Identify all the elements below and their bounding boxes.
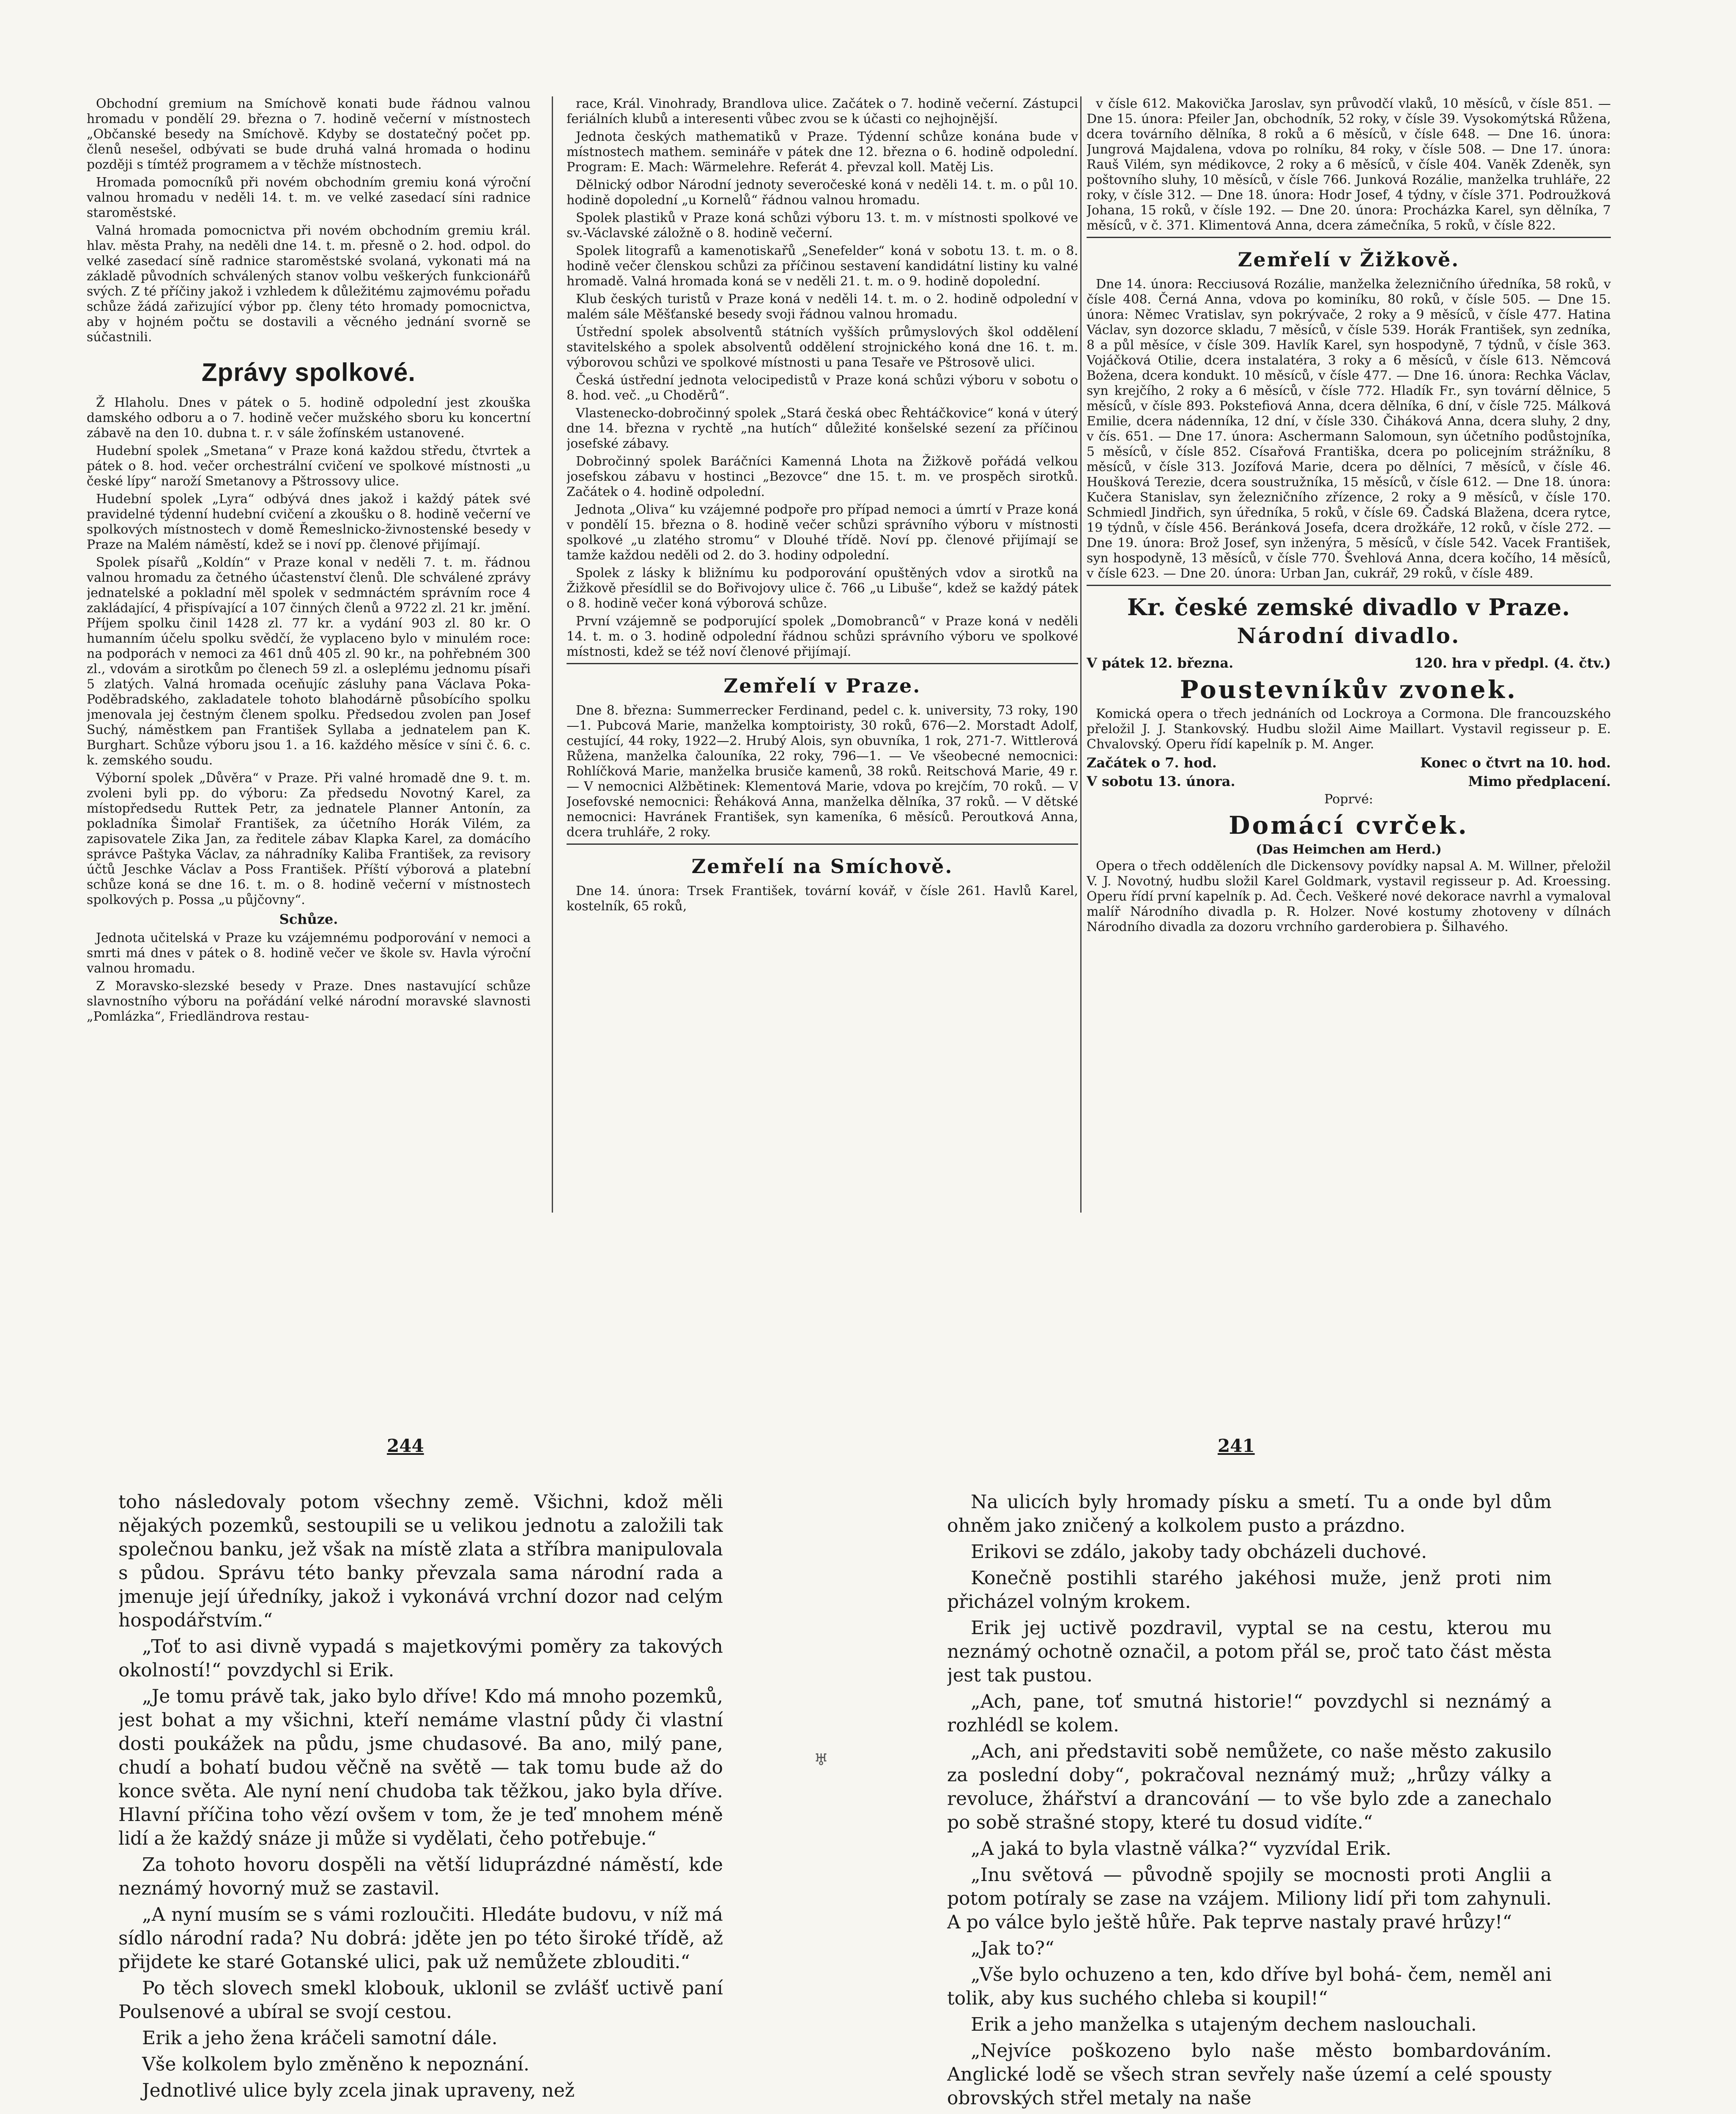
book-paragraph: Jednotlivé ulice byly zcela jinak upraveny, než xyxy=(142,2080,575,2101)
obituaries-smichov: Dne 14. února: Trsek František, tovární kovář, v čísle 261. Havlů Karel, kostelník, 65 roků, xyxy=(567,884,1078,914)
next-performance-row xyxy=(1087,773,1611,789)
column-left xyxy=(87,96,531,1213)
end-time: Konec o čtvrt na 10. hod. xyxy=(1420,755,1611,771)
notice-oliva: Jednota „Oliva“ ku vzájemné podpoře pro případ nemoci a úmrtí v Praze koná v pondělí 15. března o 8. hodině večer schůzi správního výboru v místnosti spolkové „u zlatého stromu“ v Dlouhé třídě. Noví pp. členové přijímají se tamže každou neděli od 2. do 3. hodiny odpolední. xyxy=(567,502,1078,563)
book-paragraph: Po těch slovech smekl klobouk, uklonil se zvlášť uctivě paní Poulsenové a ubíral se svojí cestou. xyxy=(118,1977,723,2023)
notice-spolek-plastiku: Spolek plastiků v Praze koná schůzi výboru 13. t. m. v místnosti spolkové ve sv.-Václavské záložně o 8. hodině večerní. xyxy=(567,211,1078,241)
times-row xyxy=(1087,755,1611,771)
divider xyxy=(567,663,1078,664)
book-paragraph: „Ach, ani představiti sobě nemůžete, co naše město zakusilo za poslední doby“, pokračoval neznámý muž; „hrůzy války a revoluce, žhářství a drancování — to vše bylo zde a zanechalo po sobě strašné stopy, které tu dosud vidíte.“ xyxy=(947,1741,1552,1833)
notice-obchodni-gremium: Obchodní gremium na Smíchově konati bude řádnou valnou hromadu v pondělí 29. března o 7. hodině večerní v místnostech „Občanské besedy na Smíchově. Kdyby se dostatečný počet pp. členů nesešel, odbývati se bude druhá valná hromada o hodinu později s tímtéž programem a v těchže místnostech. xyxy=(87,96,531,172)
book-paragraph: „Vše bylo ochuzeno a ten, kdo dříve byl bohá- čem, neměl ani tolik, aby kus suchého chleba si koupil!“ xyxy=(947,1964,1552,2009)
notice-hlahol: Ž Hlaholu. Dnes v pátek o 5. hodině odpolední jest zkouška damského odboru a o 7. hodině večer mužského sboru ku koncertní zábavě na den 10. dubna t. r. v sále žofínském ustanovené. xyxy=(87,395,531,441)
book-page-left xyxy=(118,1490,723,2114)
book-paragraph: Vše kolkolem bylo změněno k nepoznání. xyxy=(142,2054,530,2075)
obituaries-smichov-continued: v čísle 612. Makovička Jaroslav, syn průvodčí vlaků, 10 měsíců, v čísle 851. — Dne 15. února: Pfeiler Jan, obchodník, 52 roky, v čísle 39. Vysokomýtská Růžena, dcera továrního dělníka, 8 roků a 6 měsíců, v čísle 648. — Dne 16. února: Jungrová Majdalena, vdova po rolníku, 84 roky, v čísle 508. — Dne 17. února: Rauš Vilém, syn médikovce, 2 roky a 6 měsíců, v čísle 404. Vaněk Zdeněk, syn poštovního sluhy, 10 měsíců, v čísle 766. Junková Rozálie, manželka truhláře, 22 roky, v čísle 312. — Dne 18. února: Hodr Josef, 4 týdny, v čísle 371. Podroužková Johana, 15 roků, v čísle 192. — Dne 20. února: Procházka Karel, syn dělníka, 7 měsíců, v č. 371. Klimentová Anna, dcera zámečníka, 5 roků, v čísle 822. xyxy=(1087,96,1611,233)
book-paragraph: „A jaká to byla vlastně válka?“ vyzvídal Erik. xyxy=(971,1838,1391,1859)
theatre-title: Kr. české zemské divadlo v Praze. xyxy=(1127,594,1571,621)
notice-hromada-pomocniku: Hromada pomocníků při novém obchodním gremiu koná výroční valnou hromadu v neděli 14. t. m. ve velké zasedací síni radnice staroměstské. xyxy=(87,175,531,220)
performance-number: 120. hra v předpl. (4. čtv.) xyxy=(1414,655,1611,671)
notice-domobrancu: První vzájemně se podporující spolek „Domobranců“ v Praze koná v neděli 14. t. m. o 3. hodině odpolední řádnou schůzi správního výboru ve spolkové místnosti, kdež se též noví členové přijímají. xyxy=(567,614,1078,659)
column-divider xyxy=(552,96,553,1213)
play-description: Komická opera o třech jednáních od Lockroya a Cormona. Dle francouzského přeložil J. J. Stankovský. Hudbu složil Aime Maillart. Vystavil regisseur p. E. Chvalovský. Operu řídí kapelník p. M. Anger. xyxy=(1087,706,1611,752)
book-paragraph: Erikovi se zdálo, jakoby tady obcházeli duchové. xyxy=(971,1541,1427,1563)
book-paragraph: „Ach, pane, toť smutná historie!“ povzdychl si neznámý a rozhlédl se kolem. xyxy=(947,1691,1552,1736)
book-paragraph: „Nejvíce poškozeno bylo naše město bombardováním. Anglické lodě se všech stran sevřely naše území a celé spousty obrovských střel metaly na naše xyxy=(947,2040,1552,2109)
divider xyxy=(1087,585,1611,586)
performance-date: V pátek 12. března. xyxy=(1087,655,1234,671)
notice-senefelder: Spolek litografů a kamenotiskařů „Senefelder“ koná v sobotu 13. t. m. o 8. hodině večer členskou schůzi za příčinou sestavení kandidátní listiny ku valné hromadě. Valná hromada koná se v neděli 21. t. m. o 9. hodině dopolední. xyxy=(567,244,1078,289)
book-paragraph: Erik a jeho manželka s utajeným dechem naslouchali. xyxy=(971,2014,1477,2035)
book-paragraph: „Jak to?“ xyxy=(971,1938,1054,1959)
performance-row xyxy=(1087,655,1611,671)
notice-duvera: Výborní spolek „Důvěra“ v Praze. Při valné hromadě dne 9. t. m. zvoleni byli pp. do výboru: Za předsedu Novotný Karel, za místopředsedu Ruttek Petr, za jednatele Planner Antonín, za pokladníka Šimolař František, za účetního Horák Vilém, za zapisovatele Zika Jan, za ředitele zábav Klapka Karel, za domácího správce Paštyka Václav, za náhradníky Kaliba František, za revisory účtů Jeschke Václav a Poss František. Příští výborová a platební schůze koná se dne 16. t. m. o 8. hodině večerní v místnostech spolkových p. Possa „u půjčovny“. xyxy=(87,771,531,907)
notice-rehtackovice: Vlastenecko-dobročinný spolek „Stará česká obec Řehtáčkovice“ koná v úterý dne 14. března v rychtě „na hutích“ důležité konšelské sezení za příčinou josefské zábavy. xyxy=(567,406,1078,451)
notice-absolventu: Ústřední spolek absolventů státních vyšších průmyslových škol oddělení stavitelského a spolek absolventů oddělení strojnického koná dne 16. t. m. výborovou schůzi ve spolkové místnosti u pana Tesaře ve Pštrosově ulici. xyxy=(567,325,1078,370)
notice-laska-k-bliznimu: Spolek z lásky k bližnímu ku podporování opuštěných vdov a sirotků na Žižkově přesídlil se do Bořivojovy ulice č. 766 „u Libuše“, kdež se každý pátek o 8. hodině večer koná výborová schůze. xyxy=(567,566,1078,611)
premiere-label: Poprvé: xyxy=(1324,792,1373,807)
book-paragraph: „Je tomu právě tak, jako bylo dříve! Kdo má mnoho pozemků, jest bohat a my všichni, kteří nemáme vlastní půdy či vlastní dosti poukážek na půdu, jsme chudasové. Ba ano, milý pane, chudí a bohatí budou věčně na světě — tak tomu bude až do konce světa. Ale nyní není chudoba tak těžkou, jako byla dříve. Hlavní příčina toho vězí ovšem v tom, že je teď mnohem méně lidí a že každý snáze ji může si vydělati, čeho potřebuje.“ xyxy=(118,1686,723,1849)
book-paragraph: Erik a jeho žena kráčeli samotní dále. xyxy=(142,2027,498,2049)
notice-jednota-ucitelska: Jednota učitelská v Praze ku vzájemnému podporování v nemoci a smrti má dnes v pátek o 8. hodině večer ve škole sv. Havla výroční valnou hromadu. xyxy=(87,931,531,976)
play-subtitle-2: (Das Heimchen am Herd.) xyxy=(1256,842,1442,857)
notice-koldin: Spolek písařů „Koldín“ v Praze konal v neděli 7. t. m. řádnou valnou hromadu za četného účastenství členů. Dle schválené zprávy jednatelské a pokladní měl spolek v sedmnáctém správním roce 4 zakládající, 4 přispívající a 107 činných členů a 9722 zl. 21 kr. jmění. Příjem spolku činil 1428 zl. 77 kr. a vydání 903 zl. 80 kr. O humanním účelu spolku svědčí, že vyplaceno bylo v minulém roce: na podporách v nemoci za 461 dnů 405 zl. 90 kr., na pohřebném 300 zl., vdovám a sirotkům po členech 59 zl. a osleplému jednomu písaři 5 zlatých. Valná hromada oceňujíc zásluhy pana Václava Poka-Poděbradského, zakladatele tohoto blahodárně působícího spolku jmenovala jej čestným členem spolku. Předsedou zvolen pan Josef Suchý, náměstkem pan František Syllaba a jednatelem pan K. Burghart. Schůze výboru jsou 1. a 16. každého měsíce v síni č. 6. c. k. zemského soudu. xyxy=(87,555,531,768)
next-note: Mimo předplacení. xyxy=(1468,773,1611,789)
notice-mathematiku: Jednota českých mathematiků v Praze. Týdenní schůze konána bude v místnostech mathem. semináře v pátek dne 12. března o 6. hodině odpolední. Program: E. Mach: Wärmelehre. Referát 4. převzal koll. Matěj Lis. xyxy=(567,129,1078,175)
section-heading-zemreli-praha: Zemřelí v Praze. xyxy=(723,674,921,697)
book-paragraph: Konečně postihli starého jakéhosi muže, jenž proti nim přicházel volným krokem. xyxy=(947,1567,1552,1613)
section-heading-schuze: Schůze. xyxy=(279,911,338,927)
notice-smetana: Hudební spolek „Smetana“ v Praze koná každou středu, čtvrtek a pátek o 8. hod. večer orchestrální cvičení ve spolkové místnosti „u české lípy“ naroží Smetanovy a Pštrossovy ulice. xyxy=(87,444,531,489)
page-number-left: 244 xyxy=(387,1435,424,1456)
divider xyxy=(1087,237,1611,238)
column-right xyxy=(1087,96,1611,1213)
section-heading-zemreli-smichov: Zemřelí na Smíchově. xyxy=(691,855,953,878)
notice-lyra: Hudební spolek „Lyra“ odbývá dnes jakož i každý pátek své pravidelné týdenní hudební cvičení a zkoušku o 8. hodině večerní ve spolkových místnostech v domě Řemeslnicko-živnostenské besedy v Praze na Malém náměstí, kdež se i noví pp. členové přijímají. xyxy=(87,492,531,552)
book-paragraph: Za tohoto hovoru dospěli na větší liduprázdné náměstí, kde neznámý hovorný muž se zastavil. xyxy=(118,1854,723,1899)
book-paragraph: „A nyní musím se s vámi rozloučiti. Hledáte budovu, v níž má sídlo národní rada? Nu dobrá: jděte jen po této široké třídě, až přijdete ke staré Gotanské ulici, pak už nemůžete zblouditi.“ xyxy=(118,1904,723,1973)
book-page-right xyxy=(947,1490,1552,2114)
page-number-right: 241 xyxy=(1218,1435,1255,1456)
book-paragraph: „Toť to asi divně vypadá s majetkovými poměry za takových okolností!“ povzdychl si Erik. xyxy=(118,1636,723,1681)
book-paragraph: Na ulicích byly hromady písku a smetí. Tu a onde byl dům ohněm jako zničený a kolkolem pusto a prázdno. xyxy=(947,1491,1552,1536)
ornament-mark: ♅ xyxy=(814,1750,829,1769)
book-paragraph: toho následovaly potom všechny země. Všichni, kdož měli nějakých pozemků, sestoupili se u velikou jednotu a založili tak společnou banku, jež však na místě zlata a stříbra manipulovala s půdou. Správu této banky převzala sama národní rada a jmenuje její úředníky, jakož i vykonává vrchní dozor nad celým hospodářstvím.“ xyxy=(118,1491,723,1631)
book-paragraph: Erik jej uctivě pozdravil, vyptal se na cestu, kterou mu neznámý ochotně označil, a potom přál se, proč tato část města jest tak pustou. xyxy=(947,1617,1552,1686)
next-date: V sobotu 13. února. xyxy=(1087,773,1235,789)
notice-moravsko-slezska: Z Moravsko-slezské besedy v Praze. Dnes nastavující schůze slavnostního výboru na pořádání velké národní moravské slavnosti „Pomlázka“, Friedländrova restau- xyxy=(87,979,531,1024)
play-title-2: Domácí cvrček. xyxy=(1229,811,1469,840)
column-divider xyxy=(1080,96,1082,1213)
divider xyxy=(567,843,1078,845)
play-title: Poustevníkův zvonek. xyxy=(1180,675,1518,704)
notice-baracnici: Dobročinný spolek Baráčníci Kamenná Lhota na Žižkově pořádá velkou josefskou zábavu v hostinci „Bezovce“ dne 15. t. m. ve prospěch sirotků. Začátek o 4. hodině odpolední. xyxy=(567,454,1078,499)
section-heading-zpravy-spolkove: Zprávy spolkové. xyxy=(201,358,416,386)
notice-velocipedistu: Česká ústřední jednota velocipedistů v Praze koná schůzi výboru v sobotu o 8. hod. več. „u Choděrů“. xyxy=(567,373,1078,403)
notice-delnicky-odbor: Dělnický odbor Národní jednoty severočeské koná v neděli 14. t. m. o půl 10. hodině dopolední „u Kornelů“ řádnou valnou hromadu. xyxy=(567,178,1078,208)
theatre-subtitle: Národní divadlo. xyxy=(1237,623,1461,648)
notice-continuation: race, Král. Vinohrady, Brandlova ulice. Začátek o 7. hodině večerní. Zástupci feriálních klubů a interesenti vůbec zvou se k účasti co nejhojnější. xyxy=(567,96,1078,126)
book-paragraph: „Inu světová — původně spojily se mocnosti proti Anglii a potom potíraly se zase na vzájem. Miliony lidí při tom zahynuli. A po válce bylo ještě hůře. Pak teprve nastaly pravé hrůzy!“ xyxy=(947,1864,1552,1933)
obituaries-praha: Dne 8. března: Summerrecker Ferdinand, pedel c. k. university, 73 roky, 190—1. Pubcová Marie, manželka komptoiristy, 30 roků, 676—2. Morstadt Adolf, cestující, 44 roky, 1922—2. Hrubý Alois, syn obuvníka, 1 rok, 271-7. Wittlerová Růžena, manželka čalouníka, 22 roky, 796—1. — Ve všeobecné nemocnici: Rohlíčková Marie, manželka brusiče kamenů, 38 roků. Reitschová Marie, 49 r. — V nemocnici Alžbětinek: Klementová Marie, vdova po krejčím, 70 roků. — V Josefovské nemocnici: Řeháková Anna, manželka dělníka, 37 roků. — V dětské nemocnici: Havránek František, syn kameníka, 6 měsíců. Peroutková Anna, dcera truhláře, 2 roky. xyxy=(567,703,1078,840)
start-time: Začátek o 7. hod. xyxy=(1087,755,1217,771)
column-middle xyxy=(567,96,1078,1213)
notice-valna-hromada: Valná hromada pomocnictva při novém obchodním gremiu král. hlav. města Prahy, na neděli dne 14. t. m. přesně o 2. hod. odpol. do velké zasedací síně radnice staroměstské svolaná, vykonati má na základě původních schválených stanov volbu veškerých funkcionářů svých. Z té příčiny jakož i vzhledem k důležitému zajmovému pořadu schůze žádá zařizující výbor pp. členy této hromady pomocnictva, aby v hojném počtu se dostavili a věcného jednání svorně se súčastnili. xyxy=(87,223,531,345)
notice-klub-turistu: Klub českých turistů v Praze koná v neděli 14. t. m. o 2. hodině odpolední v malém sále Měšťanské besedy svoji řádnou valnou hromadu. xyxy=(567,292,1078,322)
obituaries-zizkov: Dne 14. února: Recciusová Rozálie, manželka železničního úředníka, 58 roků, v čísle 408. Černá Anna, vdova po kominíku, 80 roků, v čísle 505. — Dne 15. února: Němec Vratislav, syn pokrývače, 2 roky a 9 měsíců, v čísle 477. Hatina Václav, syn dozorce skladu, 7 měsíců, v čísle 539. Horák František, syn zedníka, 8 a půl měsíce, v čísle 309. Havlík Karel, syn hospodyně, 7 týdnů, v čísle 363. Vojáčková Otilie, dcera instalatéra, 3 roky a 6 měsíců, v čísle 613. Němcová Božena, dcera kondukt. 10 měsíců, v čísle 477. — Dne 16. února: Rechka Václav, syn krejčího, 2 roky a 6 měsíců, v čísle 772. Hladík Fr., syn tovární dělnice, 5 měsíců, v čísle 893. Pokstefiová Anna, dcera dělníka, 6 dní, v čísle 725. Málková Emilie, dcera nádenníka, 12 dní, v čísle 330. Čiháková Anna, dcera sluhy, 2 dny, v čís. 651. — Dne 17. února: Aschermann Salomoun, syn účetního podůstojníka, 5 měsíců, v čísle 852. Císařová Františka, dcera po policejním strážníku, 8 měsíců, v čísle 313. Jozífová Marie, dcera po dělníci, 7 měsíců, v čísle 46. Houšková Terezie, dcera soustružníka, 15 měsíců, v čísle 612. — Dne 18. února: Kučera Stanislav, syn železničního zřízence, 2 roky a 9 měsíců, v čísle 170. Schmiedl Jindřich, syn úředníka, 5 roků, v čísle 69. Čadská Blažena, dcera rytce, 19 týdnů, v čísle 456. Beránková Josefa, dcera drožkáře, 12 roků, v čísle 272. — Dne 19. února: Brož Josef, syn inženýra, 5 měsíců, v čísle 542. Vacek František, syn hospodyně, 13 měsíců, v čísle 770. Švehlová Anna, dcera kočího, 14 měsíců, v čísle 623. — Dne 20. února: Urban Jan, cukrář, 29 roků, v čísle 489. xyxy=(1087,277,1611,581)
section-heading-zemreli-zizkov: Zemřelí v Žižkově. xyxy=(1238,248,1460,271)
play-description-2: Opera o třech odděleních dle Dickensovy povídky napsal A. M. Willner, přeložil V. J. Novotný, hudbu složil Karel Goldmark, vystavil regisseur p. Ad. Kroessing. Operu řídí první kapelník p. Ad. Čech. Veškeré nové dekorace navrhl a vymaloval malíř Národního divadla p. R. Holzer. Nové kostumy zhotoveny v dílnách Národního divadla za dozoru vrchního garderobiera p. Šilhavého. xyxy=(1087,859,1611,934)
